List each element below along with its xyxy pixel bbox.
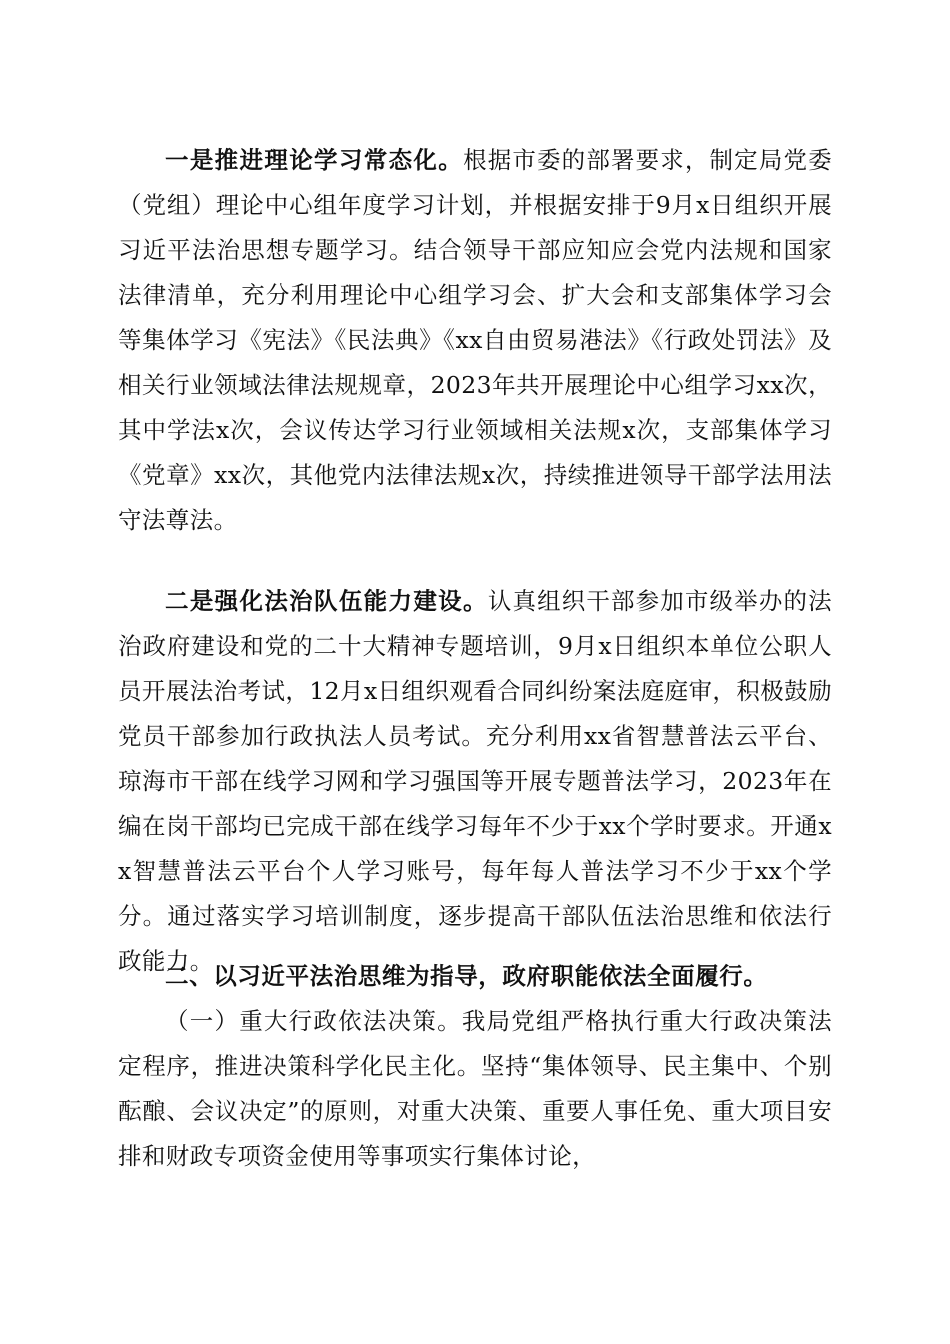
paragraph-text: 根据市委的部署要求，制定局党委（党组）理论中心组年度学习计划，并根据安排于9月x日组织开展习近平法治思想专题学习。结合领导干部应知应会党内法规和国家法律清单，充分利用理论中心组学习会、扩大会和支部集体学习会等集体学习《宪法》《民法典》《xx自由贸易港法》《行政处罚法》及相关行业领域法律法规规章，2023年共开展理论中心组学习xx次，其中学法x次，会议传达学习行业领域相关法规x次，支部集体学习《党章》xx次，其他党内法律法规x次，持续推进领导干部学法用法守法尊法。 <box>118 146 832 534</box>
paragraph-lead: 二是强化法治队伍能力建设。 <box>165 587 488 615</box>
section-heading: 二、以习近平法治思维为指导，政府职能依法全面履行。 <box>165 962 768 990</box>
paragraph-text: 认真组织干部参加市级举办的法治政府建设和党的二十大精神专题培训，9月x日组织本单位公职人员开展法治考试，12月x日组织观看合同纠纷案法庭庭审，积极鼓励党员干部参加行政执法人员考试。充分利用xx省智慧普法云平台、琼海市干部在线学习网和学习强国等开展专题普法学习，2023年在编在岗干部均已完成干部在线学习每年不少于xx个学时要求。开通xx智慧普法云平台个人学习账号，每年每人普法学习不少于xx个学分。通过落实学习培训制度，逐步提高干部队伍法治思维和依法行政能力。 <box>118 587 832 975</box>
paragraph-lead: 一是推进理论学习常态化。 <box>165 146 464 174</box>
paragraph-team-capacity <box>118 579 832 984</box>
paragraph-text: 我局党组严格执行重大行政决策法定程序，推进决策科学化民主化。坚持“集体领导、民主集中、个别酝酿、会议决定”的原则，对重大决策、重要人事任免、重大项目安排和财政专项资金使用等事项实行集体讨论， <box>118 1007 832 1170</box>
paragraph-theory-study <box>118 138 832 543</box>
paragraph-major-decisions <box>118 999 832 1179</box>
paragraph-lead: （一）重大行政依法决策。 <box>165 1007 462 1035</box>
